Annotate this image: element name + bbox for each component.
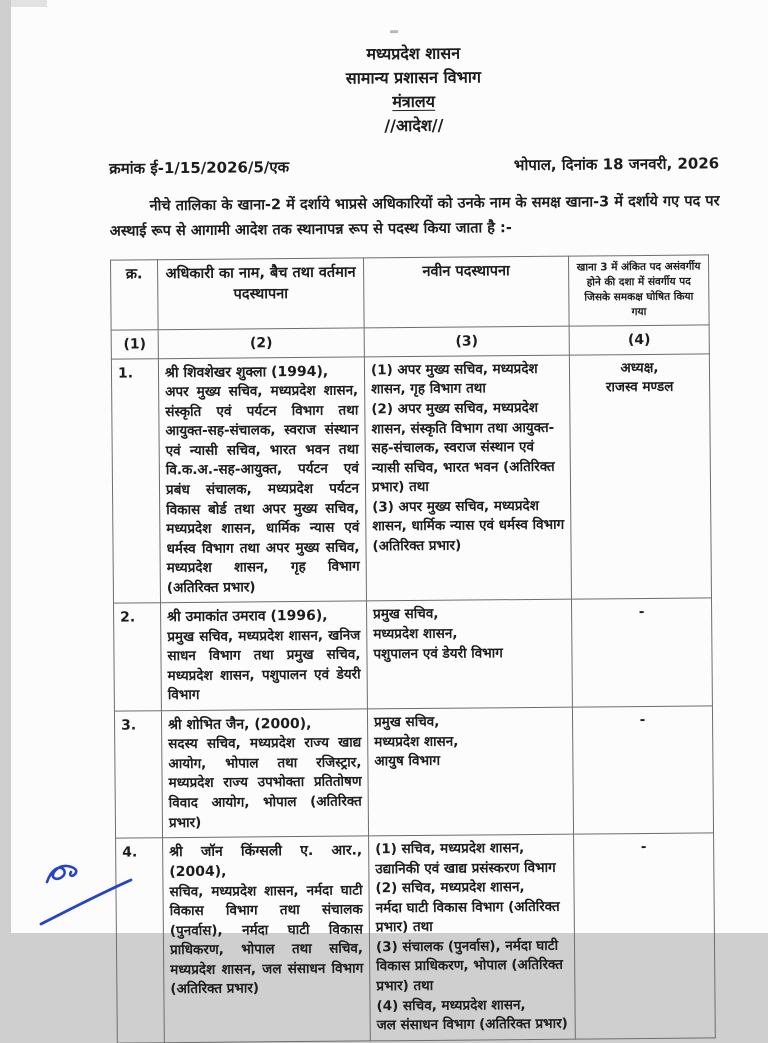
intro-paragraph: नीचे तालिका के खाना-2 में दर्शाये भाप्रसे अधिकारियों को उनके नाम के समक्ष खाना-3 में दर्शाये गए पद पर अस्थाई रूप से आगामी आदेश तक स्थानापन्न रूप से पदस्थ किया जाता है :- xyxy=(109,189,719,245)
table-row xyxy=(114,598,713,711)
equivalent-post: अध्यक्ष, राजस्व मण्डल xyxy=(569,354,711,600)
new-posting: प्रमुख सचिव, मध्यप्रदेश शासन, पशुपालन एवं डेयरी विभाग xyxy=(367,600,573,709)
officer-current-posting xyxy=(161,601,368,710)
col-header-new-posting: नवीन पदस्थापना xyxy=(364,256,570,328)
column-number: (2) xyxy=(158,328,364,359)
document-header xyxy=(108,39,719,140)
department-name: सामान्य प्रशासन विभाग xyxy=(108,63,718,92)
reference-row xyxy=(109,153,719,178)
serial-number: 3. xyxy=(114,711,162,839)
table-header-row xyxy=(111,255,710,330)
current-posting-text: सदस्य सचिव, मध्यप्रदेश राज्य खाद्य आयोग, भोपाल तथा रजिस्ट्रार, मध्यप्रदेश राज्य उपभोक्ता प्रतितोषण विवाद आयोग, भोपाल (अतिरिक्त प्रभार) xyxy=(168,735,362,831)
equivalent-post: - xyxy=(571,598,712,707)
table-row xyxy=(111,354,711,604)
column-number: (3) xyxy=(364,326,569,357)
col-header-serial: क्र. xyxy=(111,259,159,329)
new-posting: (1) सचिव, मध्यप्रदेश शासन, उद्यानिकी एवं खाद्य प्रसंस्करण विभाग (2) सचिव, मध्यप्रदेश शासन, नर्मदा घाटी विकास विभाग (अतिरिक्त प्रभार) तथा (3) संचालक (पुनर्वास), नर्मदा घाटी विकास प्राधिकरण, भोपाल (अतिरिक्त प्रभार) तथा (4) सचिव, मध्यप्रदेश शासन, जल संसाधन विभाग (अतिरिक्त प्रभार) xyxy=(369,834,576,1040)
officer-name: श्री जॉन किंग्सली ए. आर., (2004), xyxy=(169,841,362,883)
order-label: //आदेश// xyxy=(109,111,719,140)
col-header-name-current-posting: अधिकारी का नाम, बैच तथा वर्तमान पदस्थापना xyxy=(158,258,365,330)
officer-name: श्री शिवशेखर शुक्ला (1994), xyxy=(165,361,358,383)
equivalent-post: - xyxy=(572,706,713,834)
serial-number: 4. xyxy=(116,838,165,1043)
current-posting-text: सचिव, मध्यप्रदेश शासन, नर्मदा घाटी विकास विभाग तथा संचालक (पुनर्वास), नर्मदा घाटी विकास प्राधिकरण, भोपाल तथा सचिव, मध्यप्रदेश शासन, जल संसाधन विभाग (अतिरिक्त प्रभार) xyxy=(169,882,363,997)
officer-current-posting xyxy=(163,836,371,1042)
equivalent-post: - xyxy=(574,833,716,1039)
place-and-date: भोपाल, दिनांक 18 जनवरी, 2026 xyxy=(514,153,719,175)
scanned-document-page xyxy=(11,0,768,933)
government-name: मध्यप्रदेश शासन xyxy=(108,39,718,68)
current-posting-text: प्रमुख सचिव, मध्यप्रदेश शासन, खनिज साधन विभाग तथा प्रमुख सचिव, मध्यप्रदेश शासन, पशुपालन एवं डेयरी विभाग xyxy=(167,627,360,703)
officer-current-posting xyxy=(161,709,368,838)
order-document xyxy=(108,25,727,1043)
column-number: (4) xyxy=(569,325,709,356)
officer-current-posting xyxy=(158,357,366,603)
col-header-equivalent-post: खाना 3 में अंकित पद असंवर्गीय होने की दशा में संवर्गीय पद जिसके समकक्ष घोषित किया गया xyxy=(568,255,709,326)
reference-number: क्रमांक ई-1/15/2026/5/एक xyxy=(109,157,289,179)
serial-number: 2. xyxy=(114,603,162,711)
officer-name: श्री उमाकांत उमराव (1996), xyxy=(167,606,360,628)
scan-edge-shade xyxy=(11,0,47,7)
ministry-label: मंत्रालय xyxy=(109,87,719,116)
scan-artifact-mark xyxy=(390,30,398,33)
table-row xyxy=(114,706,713,838)
serial-number: 1. xyxy=(111,359,160,604)
new-posting: प्रमुख सचिव, मध्यप्रदेश शासन, आयुष विभाग xyxy=(367,707,573,836)
column-number: (1) xyxy=(111,329,158,359)
new-posting: (1) अपर मुख्य सचिव, मध्यप्रदेश शासन, गृह विभाग तथा (2) अपर मुख्य सचिव, मध्यप्रदेश शासन, संस्कृति विभाग तथा आयुक्त-सह-संचालक, स्वराज संस्थान एवं न्यासी सचिव, भारत भवन (अतिरिक्त प्रभार) तथा (3) अपर मुख्य सचिव, मध्यप्रदेश शासन, धार्मिक न्यास एवं धर्मस्व विभाग (अतिरिक्त प्रभार) xyxy=(364,355,571,601)
table-row xyxy=(116,833,716,1043)
officer-name: श्री शोभित जैन, (2000), xyxy=(168,713,361,735)
transfer-order-table xyxy=(110,254,716,1043)
current-posting-text: अपर मुख्य सचिव, मध्यप्रदेश शासन, संस्कृति एवं पर्यटन विभाग तथा आयुक्त-सह-संचालक, स्वराज संस्थान एवं न्यासी सचिव, भारत भवन तथा वि.क.अ.-सह-आयुक्त, पर्यटन एवं प्रबंध संचालक, मध्यप्रदेश पर्यटन विकास बोर्ड तथा अपर मुख्य सचिव, मध्यप्रदेश शासन, धार्मिक न्यास एवं धर्मस्व विभाग तथा अपर मुख्य सचिव, मध्यप्रदेश शासन, गृह विभाग (अतिरिक्त प्रभार) xyxy=(165,383,360,596)
